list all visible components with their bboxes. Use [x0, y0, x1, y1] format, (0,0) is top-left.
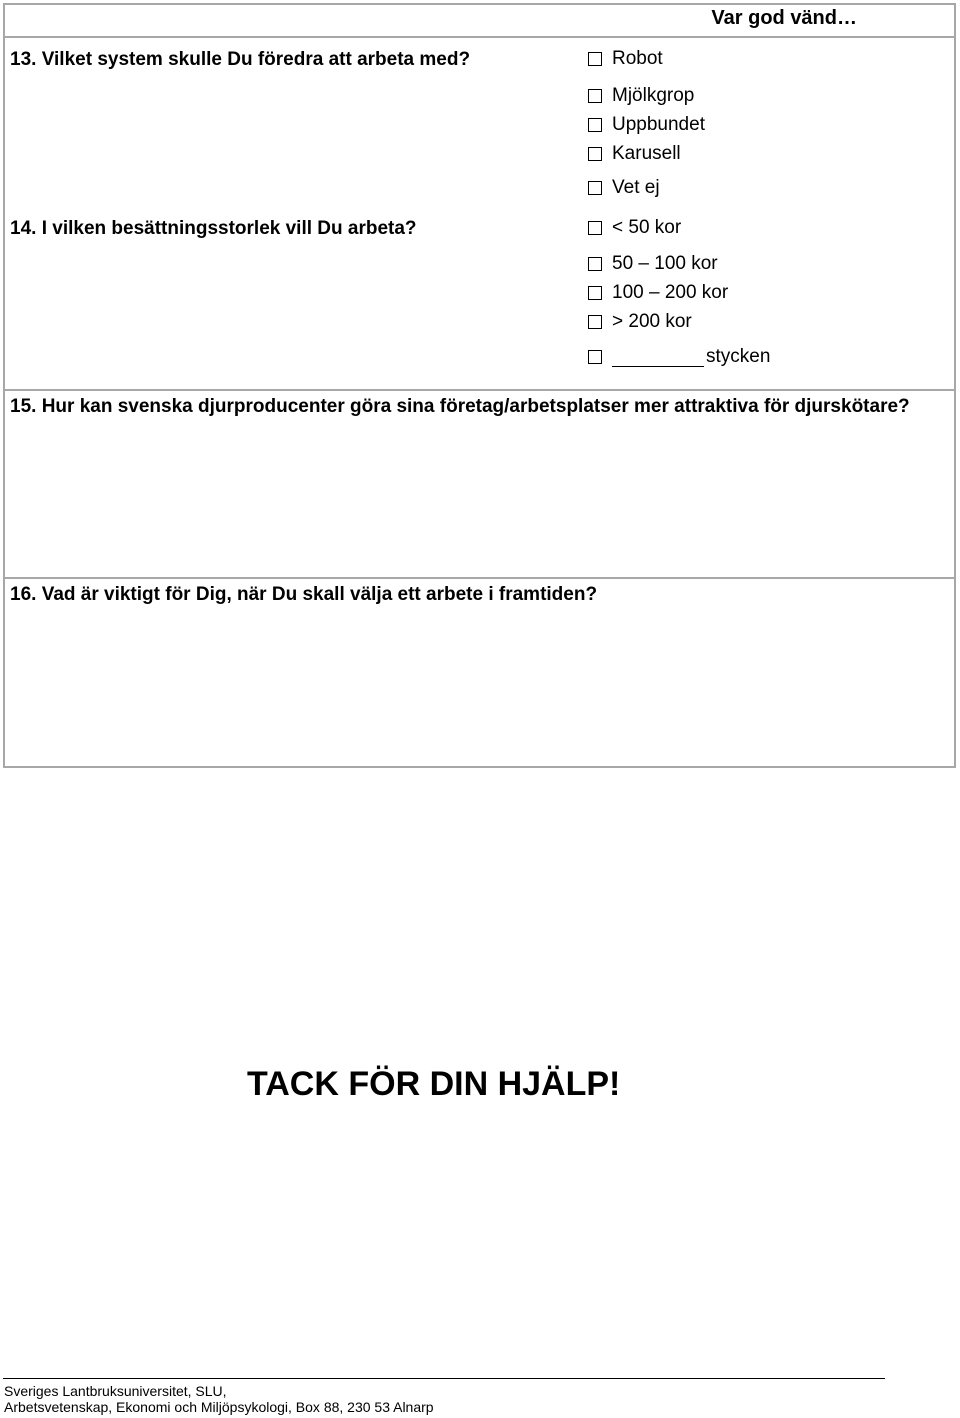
option-label: > 200 kor [612, 311, 692, 332]
checkbox-custom-count[interactable] [588, 350, 602, 364]
option-label: Vet ej [612, 177, 660, 198]
question-16: 16. Vad är viktigt för Dig, när Du skall välja ett arbete i framtiden? [10, 584, 598, 605]
checkbox-50-100[interactable] [588, 257, 602, 271]
option-robot[interactable] [588, 48, 663, 70]
divider-q15 [3, 389, 956, 391]
question-13: 13. Vilket system skulle Du föredra att arbeta med? [10, 49, 471, 70]
custom-count-field[interactable] [612, 348, 704, 367]
option-50-100[interactable] [588, 253, 718, 275]
checkbox-vet-ej[interactable] [588, 181, 602, 195]
option-label: < 50 kor [612, 217, 682, 238]
option-label: Mjölkgrop [612, 85, 695, 106]
option-vet-ej[interactable] [588, 177, 660, 199]
option-label: Robot [612, 48, 663, 69]
answer-area-15[interactable] [10, 446, 950, 574]
option-over-200[interactable] [588, 311, 692, 333]
checkbox-mjolkgrop[interactable] [588, 89, 602, 103]
option-label: stycken [706, 346, 771, 367]
footer-line-1: Sveriges Lantbruksuniversitet, SLU, [4, 1383, 227, 1399]
option-under-50[interactable] [588, 217, 681, 239]
question-15: 15. Hur kan svenska djurproducenter göra sina företag/arbetsplatser mer attraktiva för djurskötare? [10, 396, 910, 417]
option-custom-count[interactable] [588, 346, 770, 368]
turn-over-note: Var god vänd… [711, 7, 857, 29]
checkbox-robot[interactable] [588, 52, 602, 66]
checkbox-over-200[interactable] [588, 315, 602, 329]
option-100-200[interactable] [588, 282, 728, 304]
option-label: 50 – 100 kor [612, 253, 718, 274]
option-mjolkgrop[interactable] [588, 85, 694, 107]
checkbox-uppbundet[interactable] [588, 118, 602, 132]
option-karusell[interactable] [588, 143, 681, 165]
footer-rule [3, 1378, 885, 1379]
option-label: Karusell [612, 143, 681, 164]
checkbox-100-200[interactable] [588, 286, 602, 300]
question-14: 14. I vilken besättningsstorlek vill Du arbeta? [10, 218, 417, 239]
divider-q16 [3, 577, 956, 579]
option-uppbundet[interactable] [588, 114, 705, 136]
option-label: Uppbundet [612, 114, 705, 135]
checkbox-karusell[interactable] [588, 147, 602, 161]
footer-line-2: Arbetsvetenskap, Ekonomi och Miljöpsykologi, Box 88, 230 53 Alnarp [4, 1399, 434, 1415]
divider-header [3, 36, 956, 38]
checkbox-under-50[interactable] [588, 221, 602, 235]
answer-area-16[interactable] [10, 610, 950, 762]
option-label: 100 – 200 kor [612, 282, 729, 303]
closing-thanks: TACK FÖR DIN HJÄLP! [247, 1065, 621, 1103]
